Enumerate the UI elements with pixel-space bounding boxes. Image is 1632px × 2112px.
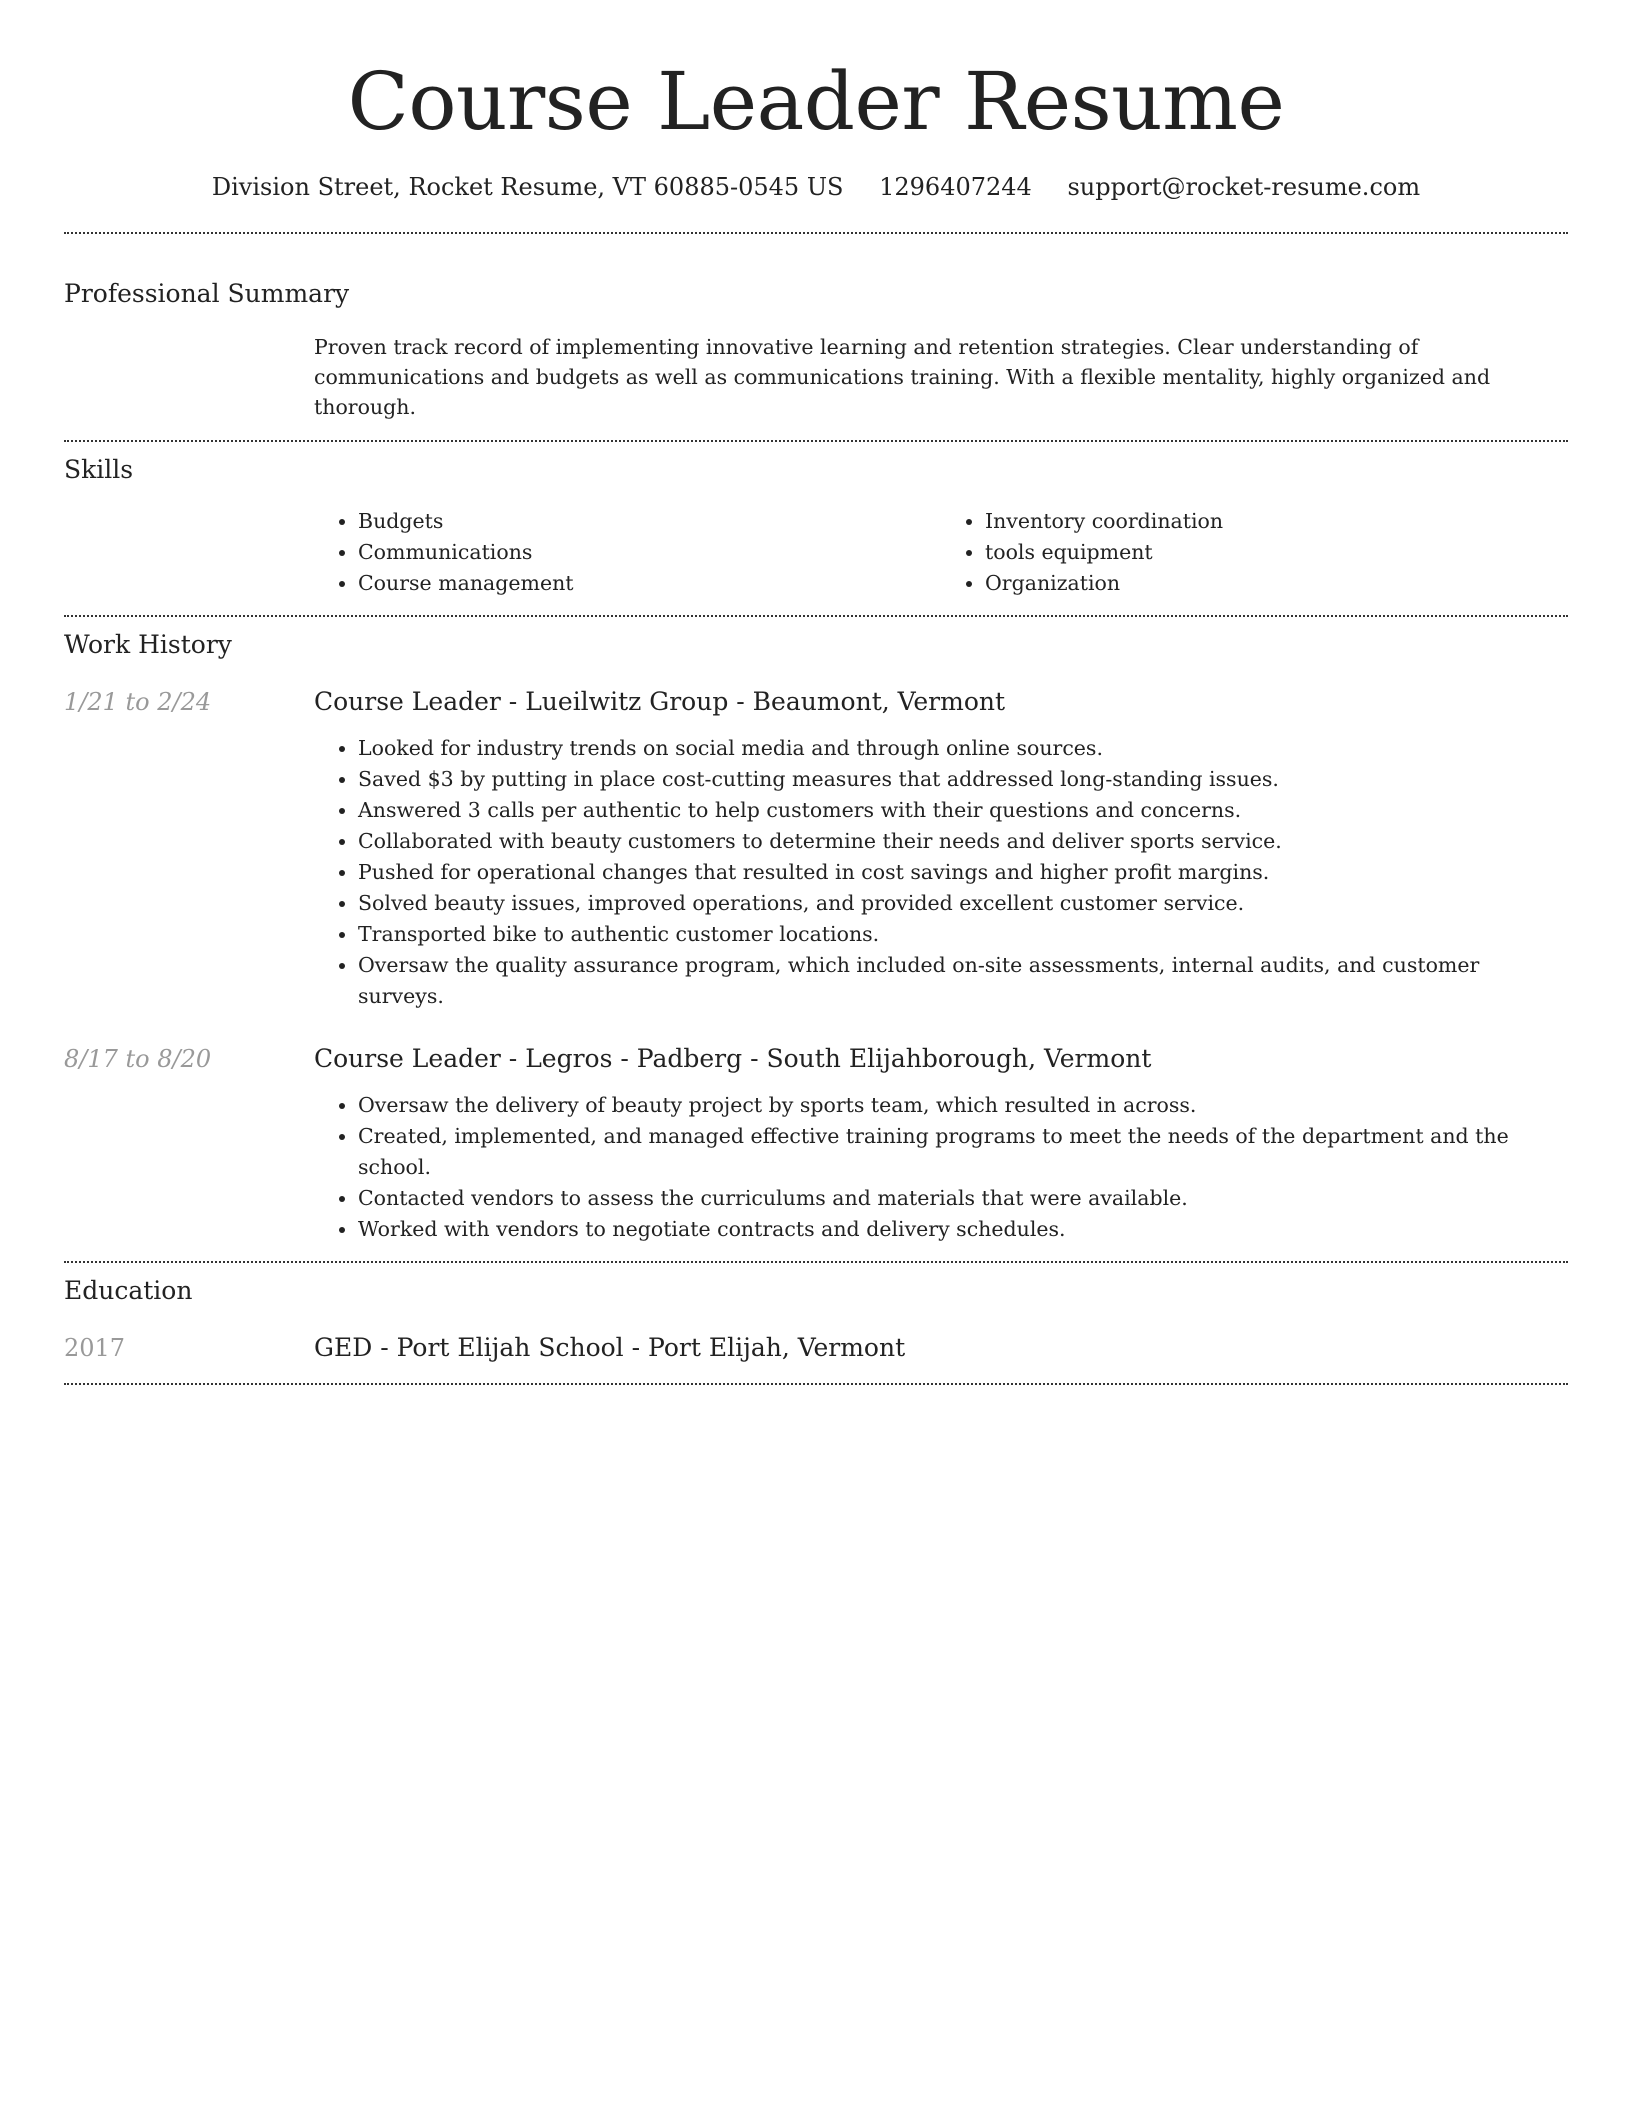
skills-column-right xyxy=(941,506,1568,599)
job-dates: 8/17 to 8/20 xyxy=(64,1045,212,1073)
skill-item: • Inventory coordination xyxy=(985,506,1568,537)
education-heading: Education xyxy=(64,1276,193,1305)
education-year: 2017 xyxy=(64,1334,126,1362)
work-divider xyxy=(64,1261,1568,1263)
skill-item: • Budgets xyxy=(358,506,941,537)
job-entry xyxy=(64,685,1568,1012)
job-bullet: • Created, implemented, and managed effective training programs to meet the needs of the department and the school. xyxy=(358,1121,1568,1183)
job-entry xyxy=(64,1042,1568,1245)
contact-email: support@rocket-resume.com xyxy=(1067,173,1421,201)
education-section xyxy=(64,1275,1568,1365)
contact-address: Division Street, Rocket Resume, VT 60885-0545 US xyxy=(211,173,844,201)
job-bullet: • Contacted vendors to assess the curriculums and materials that were available. xyxy=(358,1183,1568,1214)
summary-text: Proven track record of implementing innovative learning and retention strategies. Clear understanding of communications and budgets as well as communications training. With a flexible mentality, highly organized and thorough. xyxy=(314,335,1491,419)
resume-page xyxy=(64,0,1568,1385)
job-body xyxy=(314,1042,1568,1245)
skill-item: • tools equipment xyxy=(985,537,1568,568)
education-entry xyxy=(64,1331,1568,1365)
skill-item: • Communications xyxy=(358,537,941,568)
job-bullet: • Worked with vendors to negotiate contracts and delivery schedules. xyxy=(358,1214,1568,1245)
work-section xyxy=(64,629,1568,1245)
resume-title: Course Leader Resume xyxy=(347,55,1285,148)
contact-info xyxy=(64,170,1568,204)
skill-item: • Course management xyxy=(358,568,941,599)
work-heading: Work History xyxy=(64,630,232,659)
summary-section xyxy=(64,278,1568,422)
contact-phone: 1296407244 xyxy=(879,173,1032,201)
skills-divider xyxy=(64,615,1568,617)
education-title: GED - Port Elijah School - Port Elijah, Vermont xyxy=(314,1333,906,1362)
job-bullet: • Solved beauty issues, improved operations, and provided excellent customer service. xyxy=(358,888,1568,919)
skill-item: • Organization xyxy=(985,568,1568,599)
job-dates: 1/21 to 2/24 xyxy=(64,688,212,716)
job-bullet: • Oversaw the quality assurance program, which included on-site assessments, internal audits, and customer surveys. xyxy=(358,950,1568,1012)
job-bullet: • Oversaw the delivery of beauty project by sports team, which resulted in across. xyxy=(358,1090,1568,1121)
summary-divider xyxy=(64,440,1568,442)
job-bullet: • Pushed for operational changes that resulted in cost savings and higher profit margins. xyxy=(358,857,1568,888)
skills-grid xyxy=(314,506,1568,599)
summary-heading: Professional Summary xyxy=(64,279,350,308)
job-bullets xyxy=(314,733,1568,1012)
job-bullet: • Answered 3 calls per authentic to help customers with their questions and concerns. xyxy=(358,795,1568,826)
education-divider xyxy=(64,1383,1568,1385)
job-title: Course Leader - Legros - Padberg - South Elijahborough, Vermont xyxy=(314,1044,1152,1073)
skills-section xyxy=(64,454,1568,599)
job-title: Course Leader - Lueilwitz Group - Beaumont, Vermont xyxy=(314,687,1006,716)
job-bullets xyxy=(314,1090,1568,1245)
job-bullet: • Looked for industry trends on social media and through online sources. xyxy=(358,733,1568,764)
job-bullet: • Collaborated with beauty customers to determine their needs and deliver sports service. xyxy=(358,826,1568,857)
education-body xyxy=(314,1331,1568,1365)
job-body xyxy=(314,685,1568,1012)
job-bullet: • Transported bike to authentic customer locations. xyxy=(358,919,1568,950)
job-bullet: • Saved $3 by putting in place cost-cutting measures that addressed long-standing issues. xyxy=(358,764,1568,795)
header-divider xyxy=(64,232,1568,234)
skills-column-left xyxy=(314,506,941,599)
skills-heading: Skills xyxy=(64,455,134,484)
